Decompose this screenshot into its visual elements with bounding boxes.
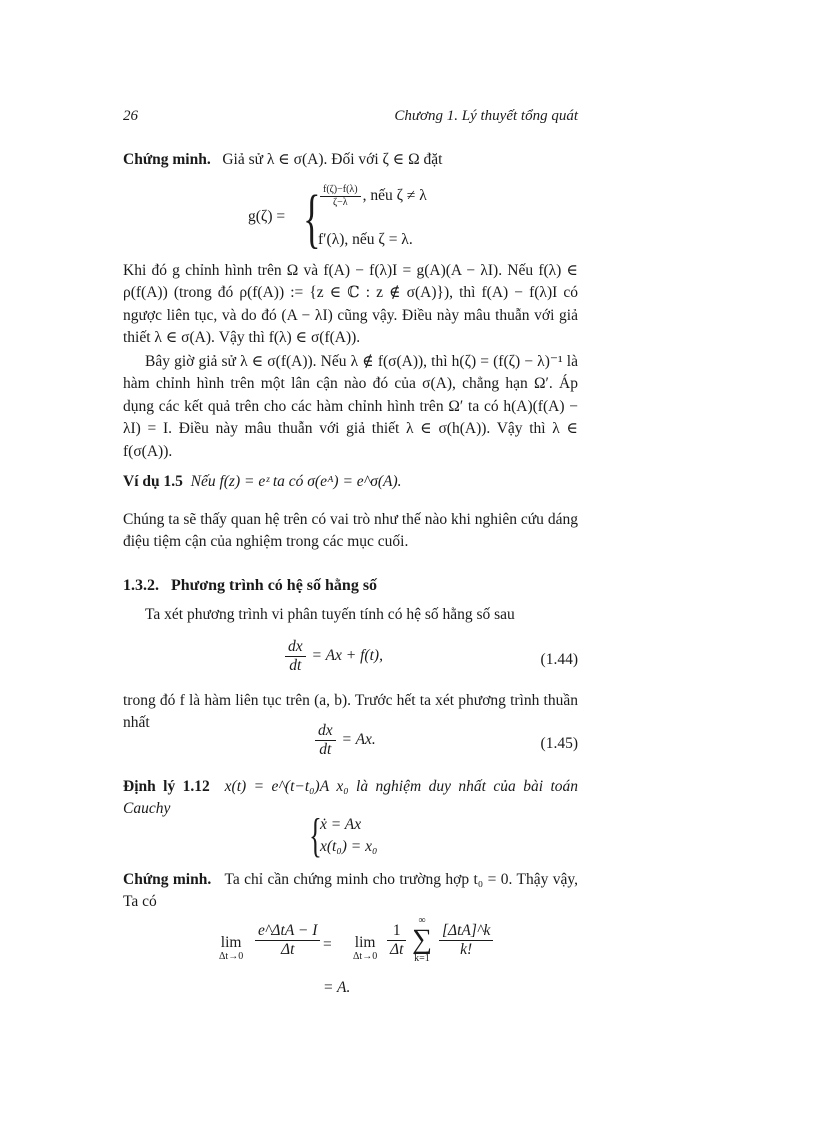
paragraph-1: Khi đó g chỉnh hình trên Ω và f(A) − f(λ)I = g(A)(A − λI). Nếu f(λ) ∈ ρ(f(A)) (trong đó ρ(f(A)) := {z ∈ ℂ : z ∉ σ(A)}), thì f(A) − f(λ)I có ngược liên tục, và do đó (A − λI) cũng vậy. Điều này mâu thuẫn với giả thiết λ ∈ σ(A). Vậy thì f(λ) ∈ σ(f(A)). bbox=[123, 262, 578, 347]
summation-term: $\frac{\text{[ΔtA]\textasciicircum{}k}}{k!}$ bbox=[439, 922, 493, 959]
example-text: Nếu f(z) = eᶻ ta có σ(eᴬ) = e^σ(A). bbox=[190, 473, 402, 490]
paragraph-2: Bây giờ giả sử λ ∈ σ(f(A)). Nếu λ ∉ f(σ(A)), thì h(ζ) = (f(ζ) − λ)⁻¹ là hàm chỉnh hình trên một lân cận nào đó của σ(A), chẳng hạn Ω′. Áp dụng các kết quả trên cho các hàm chỉnh hình trên Ω′ ta có h(A)(f(A) − λI) = I. Điều này mâu thuẫn với giả thiết λ ∈ σ(h(A)). Vậy thì λ ∈ f(σ(A)). bbox=[123, 353, 578, 460]
piecewise-lhs: g(ζ) = bbox=[248, 208, 286, 225]
section-heading bbox=[123, 575, 377, 597]
summation: ∞ ∑ k=1 bbox=[412, 915, 432, 964]
limit-1: lim Δt→0 bbox=[219, 934, 244, 962]
example-block bbox=[123, 471, 578, 493]
section-number: 1.3.2. bbox=[123, 577, 159, 594]
equation-number-1-44: (1.44) bbox=[540, 651, 578, 668]
theorem-text: x(t) = e^(t−t₀)A x₀ là nghiệm duy nhất của bài toán Cauchy bbox=[123, 778, 578, 818]
cauchy-brace: { bbox=[309, 809, 322, 862]
proof-intro bbox=[123, 149, 578, 171]
theorem-label: Định lý 1.12 bbox=[123, 778, 210, 795]
left-brace: { bbox=[303, 182, 321, 255]
cauchy-line-1: ẋ = Ax bbox=[320, 816, 362, 833]
cauchy-line-2: x(t₀) = x₀ bbox=[320, 838, 378, 855]
paragraph-3: Chúng ta sẽ thấy quan hệ trên có vai trò như thế nào khi nghiên cứu dáng điệu tiệm cận của nghiệm trong các mục cuối. bbox=[123, 511, 578, 551]
equation-number-1-45: (1.45) bbox=[540, 735, 578, 752]
proof-2-text: Ta chỉ cần chứng minh cho trường hợp t₀ = 0. Thậy vậy, Ta có bbox=[123, 871, 579, 911]
limit-result: = A. bbox=[323, 979, 351, 996]
running-header: Chương 1. Lý thuyết tổng quát bbox=[394, 108, 578, 124]
piecewise-case-1: $\frac{f(\zeta)-f(\lambda)}{\zeta-\lambda}$ , nếu ζ ≠ λ bbox=[318, 184, 427, 209]
limit-equation bbox=[213, 915, 543, 1002]
equation-1-45: $\frac{dx}{dt}$ = Ax. (1.45) bbox=[123, 722, 578, 766]
example-label: Ví dụ 1.5 bbox=[123, 473, 183, 490]
cauchy-system bbox=[308, 809, 428, 862]
page-number: 26 bbox=[123, 108, 138, 124]
paragraph-4: Ta xét phương trình vi phân tuyến tính có hệ số hằng số sau bbox=[145, 606, 515, 623]
equals-1: = bbox=[323, 936, 332, 953]
proof-2-label: Chứng minh. bbox=[123, 871, 212, 888]
proof-label: Chứng minh. bbox=[123, 151, 211, 168]
limit-2: lim Δt→0 bbox=[353, 934, 378, 962]
paragraph-5: trong đó f là hàm liên tục trên (a, b). Trước hết ta xét phương trình thuần nhất bbox=[123, 692, 578, 732]
equation-1-44: $\frac{dx}{dt}$ = Ax + f(t), (1.44) bbox=[123, 638, 578, 682]
proof-text: Giả sử λ ∈ σ(A). Đối với ζ ∈ Ω đặt bbox=[222, 151, 443, 168]
piecewise-case-2: f′(λ), nếu ζ = λ. bbox=[318, 231, 413, 248]
proof-2 bbox=[123, 869, 578, 914]
limit-fraction-1: $\frac{\text{e\textasciicircum{}ΔtA − I}}{\Delta t}$ bbox=[255, 922, 320, 959]
section-title: Phương trình có hệ số hằng số bbox=[171, 577, 378, 594]
limit-fraction-2: $\frac{1}{\Delta t}$ bbox=[387, 922, 406, 959]
piecewise-equation bbox=[248, 182, 508, 255]
